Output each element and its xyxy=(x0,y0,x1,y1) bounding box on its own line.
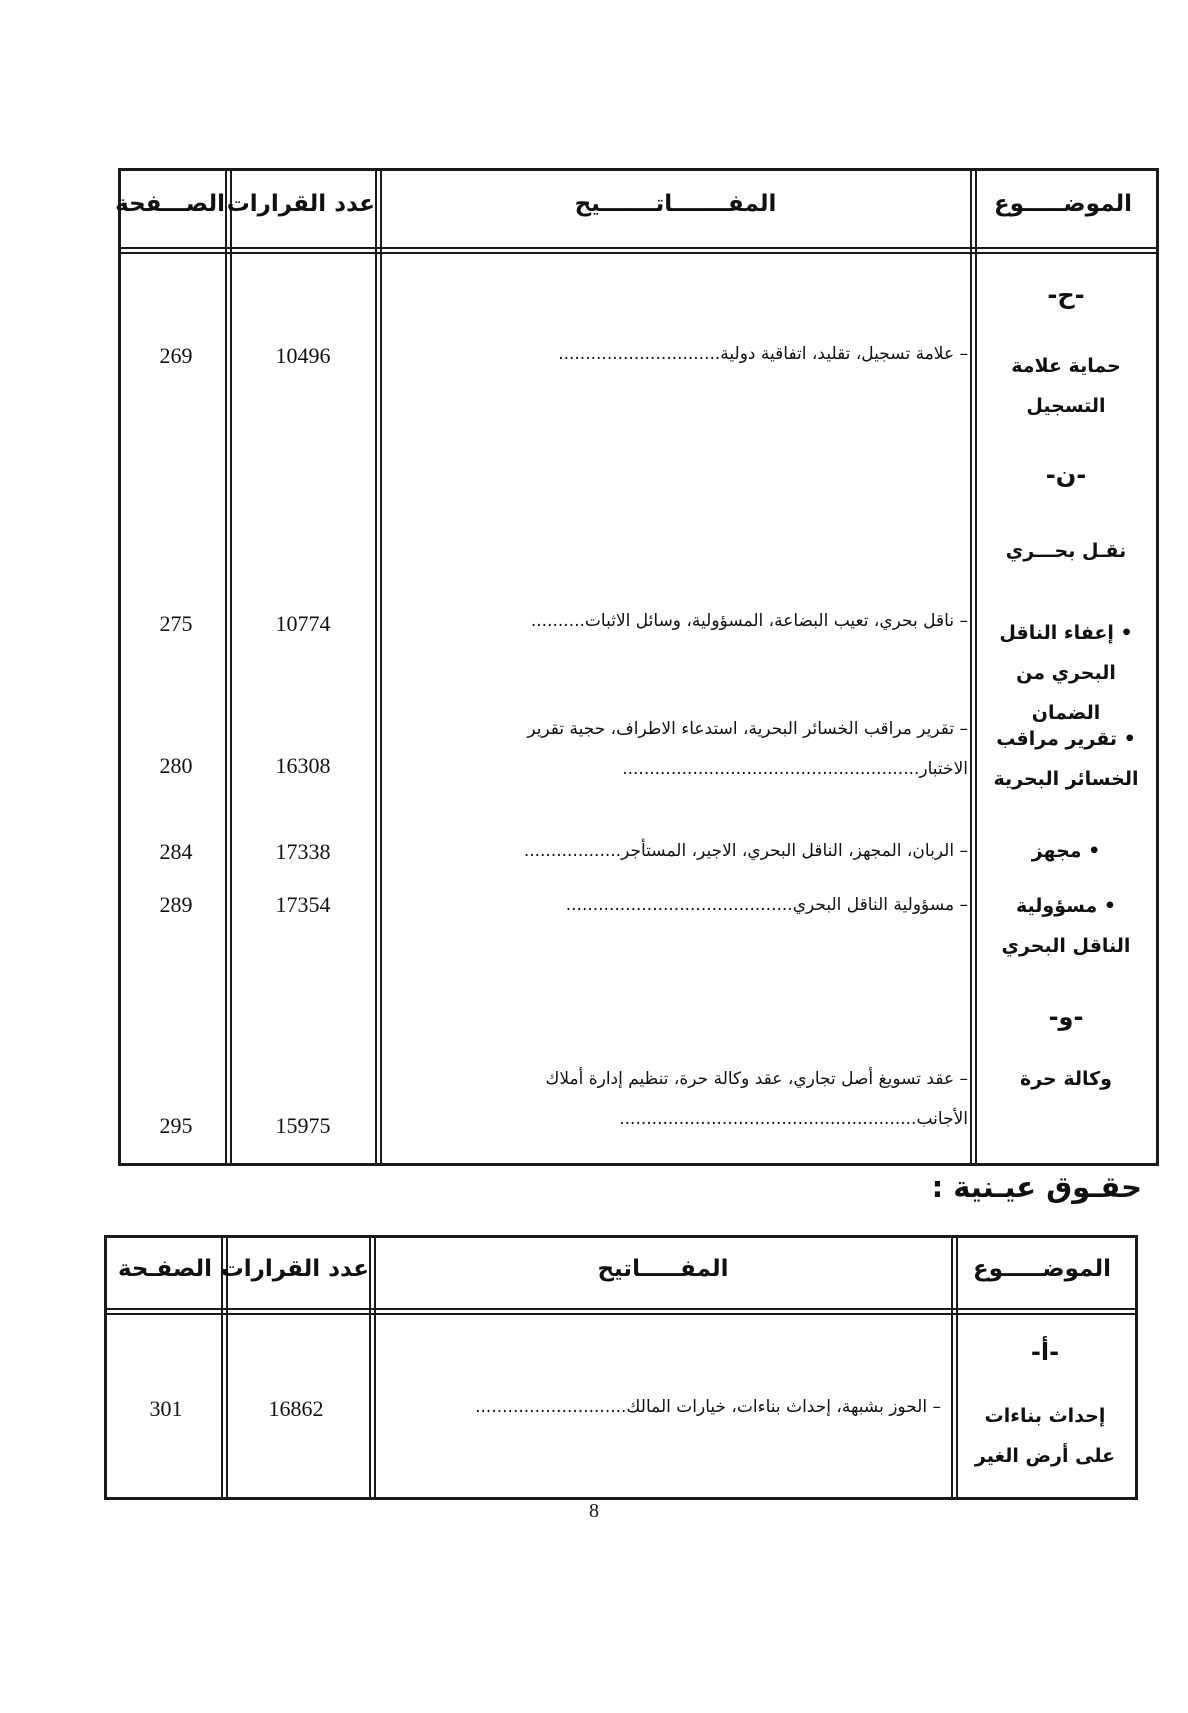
subject-cell: • مجهز xyxy=(1031,840,1101,862)
keywords-cell-line2: الأجانب....................................................... xyxy=(619,1109,968,1129)
decisions-table-2 xyxy=(104,1235,1138,1500)
page-cell: 275 xyxy=(159,611,193,636)
section-letter: -ن- xyxy=(1045,461,1087,489)
section-title: حقـوق عيـنية : xyxy=(931,1170,1142,1204)
column-divider xyxy=(970,171,977,1163)
keywords-cell-line1: – عقد تسويغ أصل تجاري، عقد وكالة حرة، تنظيم إدارة أملاك xyxy=(545,1069,968,1089)
header-subject: الموضـــــوع xyxy=(972,1256,1112,1282)
section-letter: -ح- xyxy=(1047,281,1085,309)
subject-cell: إحداث بناءات على أرض الغير xyxy=(974,1405,1116,1467)
section-letter: -أ- xyxy=(1030,1338,1060,1366)
column-divider xyxy=(375,171,382,1163)
subject-cell: • إعفاء الناقل البحري من الضمان xyxy=(999,622,1133,724)
header-count: عدد القرارات xyxy=(220,1256,369,1282)
keywords-cell: – الحوز بشبهة، إحداث بناءات، خيارات المالك............................ xyxy=(475,1397,941,1417)
decision-count: 16308 xyxy=(275,753,331,778)
decision-count: 15975 xyxy=(275,1113,331,1138)
column-divider xyxy=(225,171,232,1163)
decision-count: 16862 xyxy=(268,1396,324,1421)
header-page: الصـــفحة xyxy=(115,191,225,217)
page-cell: 295 xyxy=(159,1113,193,1138)
column-divider xyxy=(369,1238,376,1497)
keywords-cell-line2: الاختبار....................................................... xyxy=(622,759,968,779)
page-cell: 289 xyxy=(159,892,193,917)
header-page: الصفـحة xyxy=(117,1256,213,1282)
header-keywords: المفـــــاتيح xyxy=(597,1256,729,1282)
header-keywords: المفـــــــاتـــــــيح xyxy=(574,191,777,217)
header-divider xyxy=(107,1308,1135,1315)
header-subject: الموضـــــوع xyxy=(993,191,1133,217)
decision-count: 17338 xyxy=(275,839,331,864)
section-letter: -و- xyxy=(1048,1003,1084,1031)
keywords-cell: – علامة تسجيل، تقليد، اتفاقية دولية.............................. xyxy=(558,344,968,364)
subject-cell: • مسؤولية الناقل البحري xyxy=(1001,895,1131,957)
subject-cell: • تقرير مراقب الخسائر البحرية xyxy=(993,728,1139,790)
keywords-cell: – الربان، المجهز، الناقل البحري، الاجير، المستأجر.................. xyxy=(523,841,968,861)
header-divider xyxy=(121,247,1156,254)
page-cell: 280 xyxy=(159,753,193,778)
subject-cell: وكالة حرة xyxy=(1020,1068,1112,1090)
page-cell: 301 xyxy=(149,1396,183,1421)
decisions-table-1 xyxy=(115,168,1159,1166)
header-count: عدد القرارات xyxy=(226,191,375,217)
keywords-cell: – مسؤولية الناقل البحري.......................................... xyxy=(565,895,968,915)
decision-count: 10496 xyxy=(275,343,331,368)
subject-cell: حماية علامة التسجيل xyxy=(1011,355,1121,417)
keywords-cell-line1: – تقرير مراقب الخسائر البحرية، استدعاء الاطراف، حجية تقرير xyxy=(527,719,968,739)
decision-count: 10774 xyxy=(275,611,331,636)
subject-heading: نقـل بحـــري xyxy=(1005,540,1127,562)
page-cell: 284 xyxy=(159,839,193,864)
keywords-cell: – ناقل بحري، تعيب البضاعة، المسؤولية، وسائل الاثبات.......... xyxy=(530,611,968,631)
decision-count: 17354 xyxy=(275,892,331,917)
page-cell: 269 xyxy=(159,343,193,368)
page-number: 8 xyxy=(589,1500,599,1522)
